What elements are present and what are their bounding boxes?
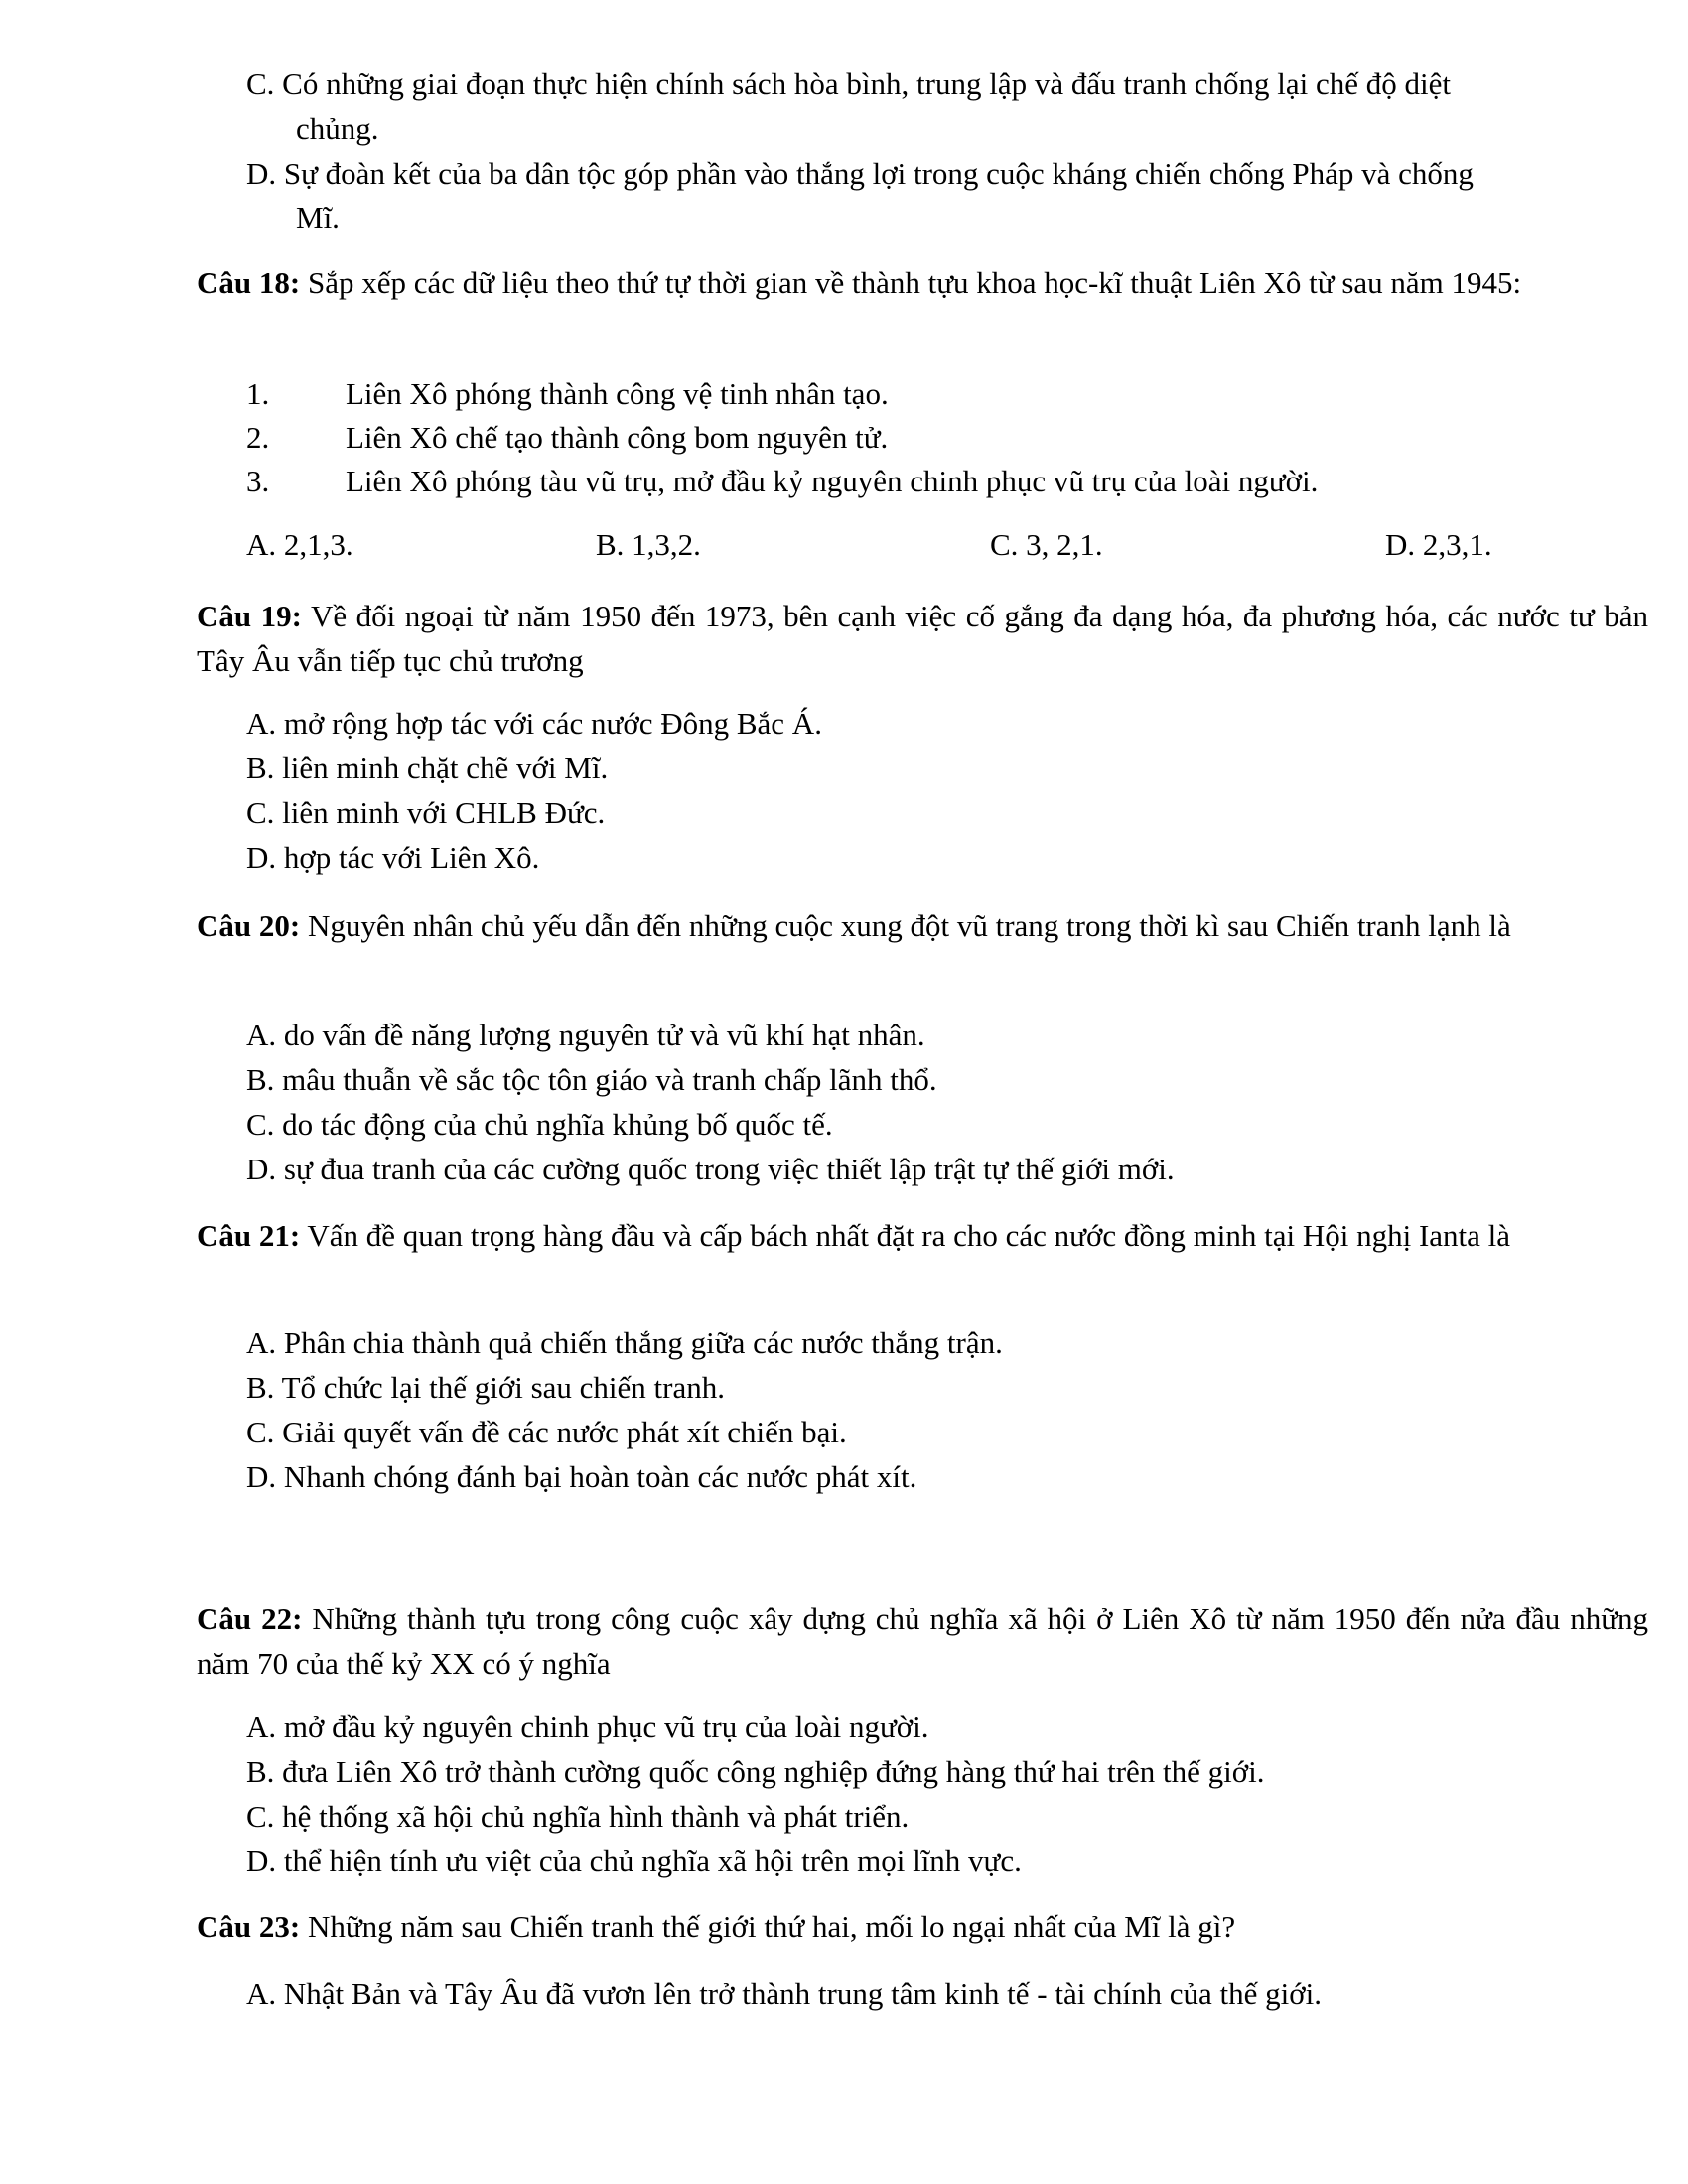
item-text: Liên Xô chế tạo thành công bom nguyên tử. <box>346 420 889 455</box>
question-23-option-a: A. Nhật Bản và Tây Âu đã vươn lên trở thành trung tâm kinh tế - tài chính của thế giới. <box>246 1977 1322 2011</box>
prev-option-d-line1: D. Sự đoàn kết của ba dân tộc góp phần vào thắng lợi trong cuộc kháng chiến chống Pháp và chống <box>246 156 1474 191</box>
question-20-option-b: B. mâu thuẫn về sắc tộc tôn giáo và tranh chấp lãnh thổ. <box>246 1062 937 1097</box>
question-18-option-d: D. 2,3,1. <box>1385 527 1492 562</box>
question-20-option-d: D. sự đua tranh của các cường quốc trong việc thiết lập trật tự thế giới mới. <box>246 1152 1175 1186</box>
prev-option-c-line1: C. Có những giai đoạn thực hiện chính sách hòa bình, trung lập và đấu tranh chống lại chế độ diệt <box>246 67 1452 101</box>
question-18-item-1 <box>246 371 1636 416</box>
item-text: Liên Xô phóng thành công vệ tinh nhân tạo. <box>346 376 889 411</box>
question-18 <box>197 260 1648 305</box>
question-23 <box>197 1904 1648 1949</box>
question-18-label: Câu 18: <box>197 265 301 300</box>
question-21-text: Vấn đề quan trọng hàng đầu và cấp bách nhất đặt ra cho các nước đồng minh tại Hội nghị Ianta là <box>300 1218 1511 1253</box>
question-22-option-c: C. hệ thống xã hội chủ nghĩa hình thành và phát triển. <box>246 1799 910 1834</box>
question-18-option-a: A. 2,1,3. <box>246 527 353 562</box>
question-22-option-a: A. mở đầu kỷ nguyên chinh phục vũ trụ của loài người. <box>246 1709 929 1744</box>
question-20-option-c: C. do tác động của chủ nghĩa khủng bố quốc tế. <box>246 1107 833 1142</box>
question-22-label: Câu 22: <box>197 1601 303 1636</box>
question-19-option-a: A. mở rộng hợp tác với các nước Đông Bắc Á. <box>246 706 822 741</box>
question-19-label: Câu 19: <box>197 599 302 633</box>
item-number: 2. <box>246 420 270 455</box>
question-23-label: Câu 23: <box>197 1909 301 1944</box>
question-18-item-3 <box>246 459 1636 503</box>
prev-option-d-line2: Mĩ. <box>296 201 340 235</box>
question-18-option-b: B. 1,3,2. <box>596 527 701 562</box>
question-18-text: Sắp xếp các dữ liệu theo thứ tự thời gian về thành tựu khoa học-kĩ thuật Liên Xô từ sau năm 1945: <box>300 265 1522 300</box>
question-19-option-b: B. liên minh chặt chẽ với Mĩ. <box>246 751 609 785</box>
question-18-options <box>246 522 1648 567</box>
question-21 <box>197 1213 1648 1258</box>
question-22 <box>197 1596 1648 1686</box>
question-22-option-d: D. thể hiện tính ưu việt của chủ nghĩa xã hội trên mọi lĩnh vực. <box>246 1843 1022 1878</box>
question-20-option-a: A. do vấn đề năng lượng nguyên tử và vũ khí hạt nhân. <box>246 1018 925 1052</box>
question-19 <box>197 594 1648 683</box>
question-21-label: Câu 21: <box>197 1218 301 1253</box>
question-22-text: Những thành tựu trong công cuộc xây dựng chủ nghĩa xã hội ở Liên Xô từ năm 1950 đến nửa đầu những năm 70 của thế kỷ XX có ý nghĩa <box>197 1601 1649 1681</box>
item-number: 1. <box>246 376 270 411</box>
question-20-text: Nguyên nhân chủ yếu dẫn đến những cuộc xung đột vũ trang trong thời kì sau Chiến tranh lạnh là <box>300 908 1511 943</box>
question-21-option-d: D. Nhanh chóng đánh bại hoàn toàn các nước phát xít. <box>246 1459 917 1494</box>
question-19-text: Về đối ngoại từ năm 1950 đến 1973, bên cạnh việc cố gắng đa dạng hóa, đa phương hóa, các nước tư bản Tây Âu vẫn tiếp tục chủ trương <box>197 599 1649 678</box>
question-21-option-c: C. Giải quyết vấn đề các nước phát xít chiến bại. <box>246 1415 847 1449</box>
item-text: Liên Xô phóng tàu vũ trụ, mở đầu kỷ nguyên chinh phục vũ trụ của loài người. <box>346 464 1319 498</box>
question-18-option-c: C. 3, 2,1. <box>990 527 1103 562</box>
question-20-label: Câu 20: <box>197 908 301 943</box>
question-21-option-a: A. Phân chia thành quả chiến thắng giữa các nước thắng trận. <box>246 1325 1003 1360</box>
question-21-option-b: B. Tổ chức lại thế giới sau chiến tranh. <box>246 1370 725 1405</box>
question-23-text: Những năm sau Chiến tranh thế giới thứ hai, mối lo ngại nhất của Mĩ là gì? <box>300 1909 1236 1944</box>
question-19-option-c: C. liên minh với CHLB Đức. <box>246 795 606 830</box>
prev-option-c-line2: chủng. <box>296 111 379 146</box>
question-22-option-b: B. đưa Liên Xô trở thành cường quốc công nghiệp đứng hàng thứ hai trên thế giới. <box>246 1754 1265 1789</box>
question-20 <box>197 903 1648 948</box>
question-19-option-d: D. hợp tác với Liên Xô. <box>246 840 540 875</box>
item-number: 3. <box>246 464 270 498</box>
question-18-item-2 <box>246 415 1636 460</box>
